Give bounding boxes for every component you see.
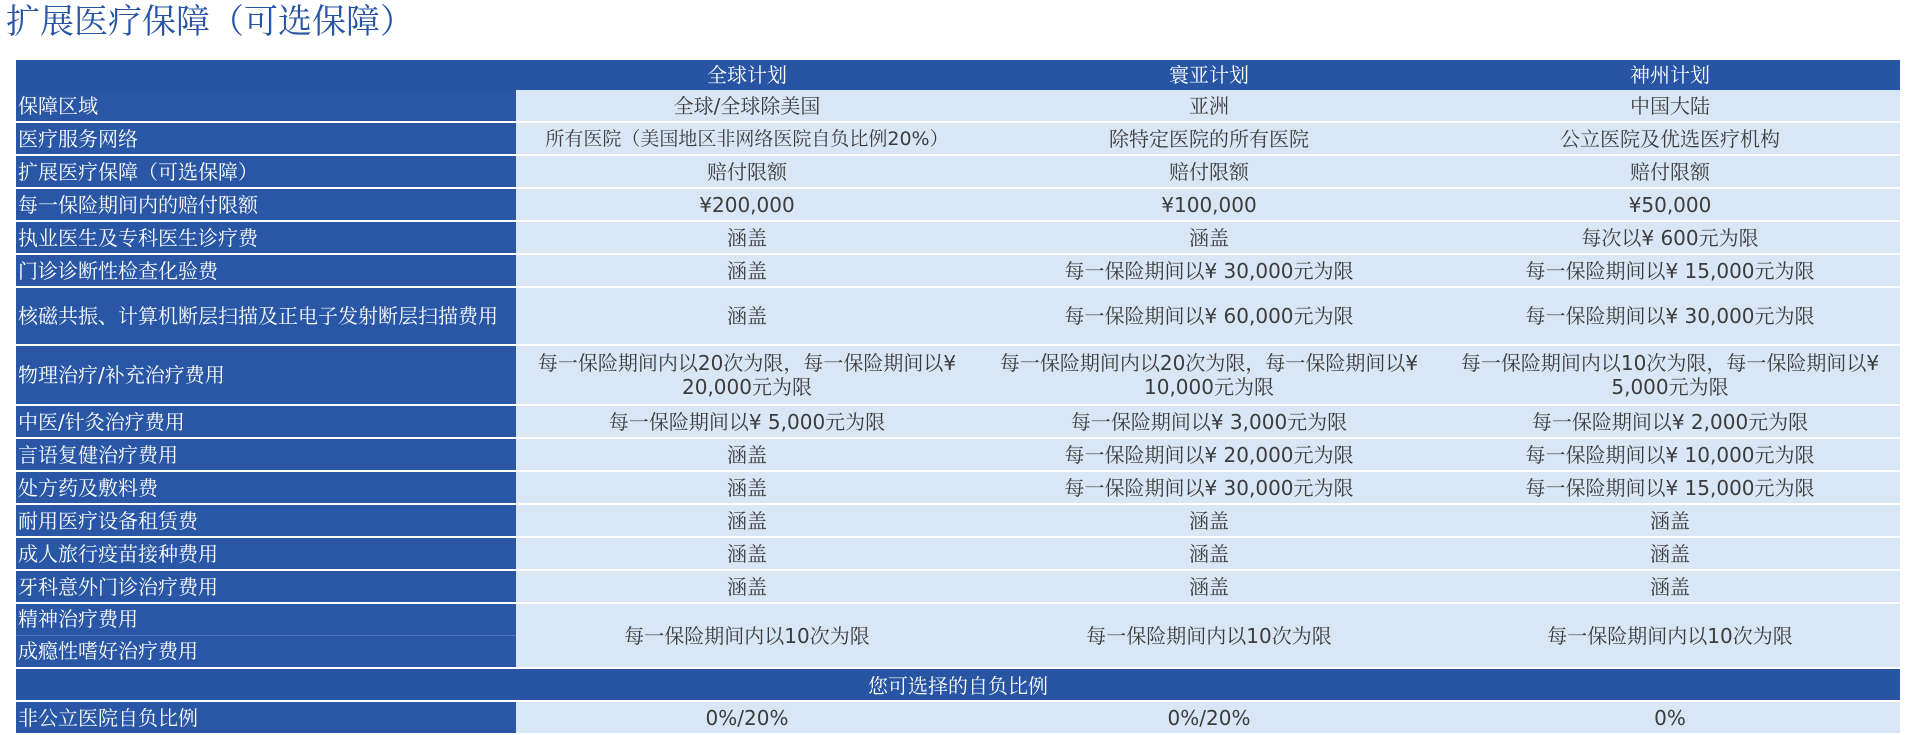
table-row [16, 570, 1900, 603]
cell-value: ¥50,000 [1440, 188, 1900, 221]
cell-value: 除特定医院的所有医院 [978, 122, 1440, 155]
plan-comparison-table [16, 60, 1900, 735]
row-label: 耐用医疗设备租赁费 [16, 504, 516, 537]
cell-value: 每一保险期间内以10次为限 [516, 603, 978, 668]
table-row [16, 471, 1900, 504]
cell-value: 每一保险期间以¥ 15,000元为限 [1440, 471, 1900, 504]
header-corner [16, 60, 516, 90]
row-label: 医疗服务网络 [16, 122, 516, 155]
cell-value: 每一保险期间以¥ 3,000元为限 [978, 405, 1440, 438]
cell-value: 亚洲 [978, 90, 1440, 122]
cell-value: 涵盖 [1440, 504, 1900, 537]
cell-value: 每一保险期间以¥ 30,000元为限 [1440, 287, 1900, 345]
row-label: 处方药及敷料费 [16, 471, 516, 504]
cell-value: 每一保险期间以¥ 30,000元为限 [978, 471, 1440, 504]
cell-value: 每一保险期间以¥ 20,000元为限 [978, 438, 1440, 471]
row-label: 保障区域 [16, 90, 516, 122]
table-row [16, 405, 1900, 438]
cell-value: 涵盖 [516, 471, 978, 504]
cell-value: 0%/20% [978, 701, 1440, 734]
cell-value: 涵盖 [516, 537, 978, 570]
table-row [16, 701, 1900, 734]
cell-value: 0%/20% [516, 701, 978, 734]
cell-value: 涵盖 [516, 438, 978, 471]
row-label: 核磁共振、计算机断层扫描及正电子发射断层扫描费用 [16, 287, 516, 345]
row-label: 门诊诊断性检查化验费 [16, 254, 516, 287]
row-label: 执业医生及专科医生诊疗费 [16, 221, 516, 254]
table-row [16, 438, 1900, 471]
cell-value: 公立医院及优选医疗机构 [1440, 122, 1900, 155]
cell-value: 0% [1440, 701, 1900, 734]
row-label: 成人旅行疫苗接种费用 [16, 537, 516, 570]
table-row [16, 504, 1900, 537]
cell-value: 涵盖 [1440, 537, 1900, 570]
row-label: 非公立医院自负比例 [16, 701, 516, 734]
cell-value: 涵盖 [516, 221, 978, 254]
section-header-row [16, 668, 1900, 701]
table-row [16, 122, 1900, 155]
row-label: 每一保险期间内的赔付限额 [16, 188, 516, 221]
column-header-global: 全球计划 [516, 60, 978, 90]
cell-value: 每次以¥ 600元为限 [1440, 221, 1900, 254]
table-row [16, 287, 1900, 345]
cell-value: 每一保险期间内以10次为限 [1440, 603, 1900, 668]
row-label: 精神治疗费用 [18, 607, 138, 631]
table-row [16, 537, 1900, 570]
cell-value: 每一保险期间以¥ 15,000元为限 [1440, 254, 1900, 287]
cell-value: 涵盖 [516, 504, 978, 537]
cell-value: 每一保险期间内以10次为限，每一保险期间以¥ 5,000元为限 [1440, 345, 1900, 405]
cell-value: 涵盖 [978, 570, 1440, 603]
table-row [16, 221, 1900, 254]
cell-value: 每一保险期间以¥ 2,000元为限 [1440, 405, 1900, 438]
cell-value: 涵盖 [978, 537, 1440, 570]
cell-value: 每一保险期间内以20次为限，每一保险期间以¥ 10,000元为限 [978, 345, 1440, 405]
row-label: 物理治疗/补充治疗费用 [16, 345, 516, 405]
cell-value: 涵盖 [516, 570, 978, 603]
cell-value: 每一保险期间以¥ 60,000元为限 [978, 287, 1440, 345]
cell-value: 每一保险期间内以10次为限 [978, 603, 1440, 668]
table-header-row [16, 60, 1900, 90]
table-row [16, 188, 1900, 221]
cell-value: 每一保险期间以¥ 5,000元为限 [516, 405, 978, 438]
cell-value: 涵盖 [516, 287, 978, 345]
table-row [16, 345, 1900, 405]
row-label: 牙科意外门诊治疗费用 [16, 570, 516, 603]
row-label-group [16, 603, 516, 668]
cell-value: 涵盖 [1440, 570, 1900, 603]
cell-value: ¥100,000 [978, 188, 1440, 221]
row-label: 言语复健治疗费用 [16, 438, 516, 471]
table-row [16, 155, 1900, 188]
page-title: 扩展医疗保障（可选保障） [6, 2, 414, 42]
row-label: 扩展医疗保障（可选保障） [16, 155, 516, 188]
cell-value: 中国大陆 [1440, 90, 1900, 122]
cell-value: 每一保险期间以¥ 30,000元为限 [978, 254, 1440, 287]
cell-value: ¥200,000 [516, 188, 978, 221]
cell-value: 涵盖 [978, 221, 1440, 254]
column-header-china: 神州计划 [1440, 60, 1900, 90]
cell-value: 赔付限额 [516, 155, 978, 188]
table-row [16, 254, 1900, 287]
cell-value: 所有医院（美国地区非网络医院自负比例20%） [516, 122, 978, 155]
cell-value: 全球/全球除美国 [516, 90, 978, 122]
cell-value: 赔付限额 [978, 155, 1440, 188]
row-label: 成瘾性嗜好治疗费用 [16, 635, 516, 667]
cell-value: 每一保险期间内以20次为限，每一保险期间以¥ 20,000元为限 [516, 345, 978, 405]
table-row [16, 603, 1900, 668]
cell-value: 每一保险期间以¥ 10,000元为限 [1440, 438, 1900, 471]
column-header-asia: 寰亚计划 [978, 60, 1440, 90]
cell-value: 涵盖 [516, 254, 978, 287]
section-title: 您可选择的自负比例 [16, 668, 1900, 701]
table-row [16, 90, 1900, 122]
cell-value: 涵盖 [978, 504, 1440, 537]
cell-value: 赔付限额 [1440, 155, 1900, 188]
row-label: 中医/针灸治疗费用 [16, 405, 516, 438]
